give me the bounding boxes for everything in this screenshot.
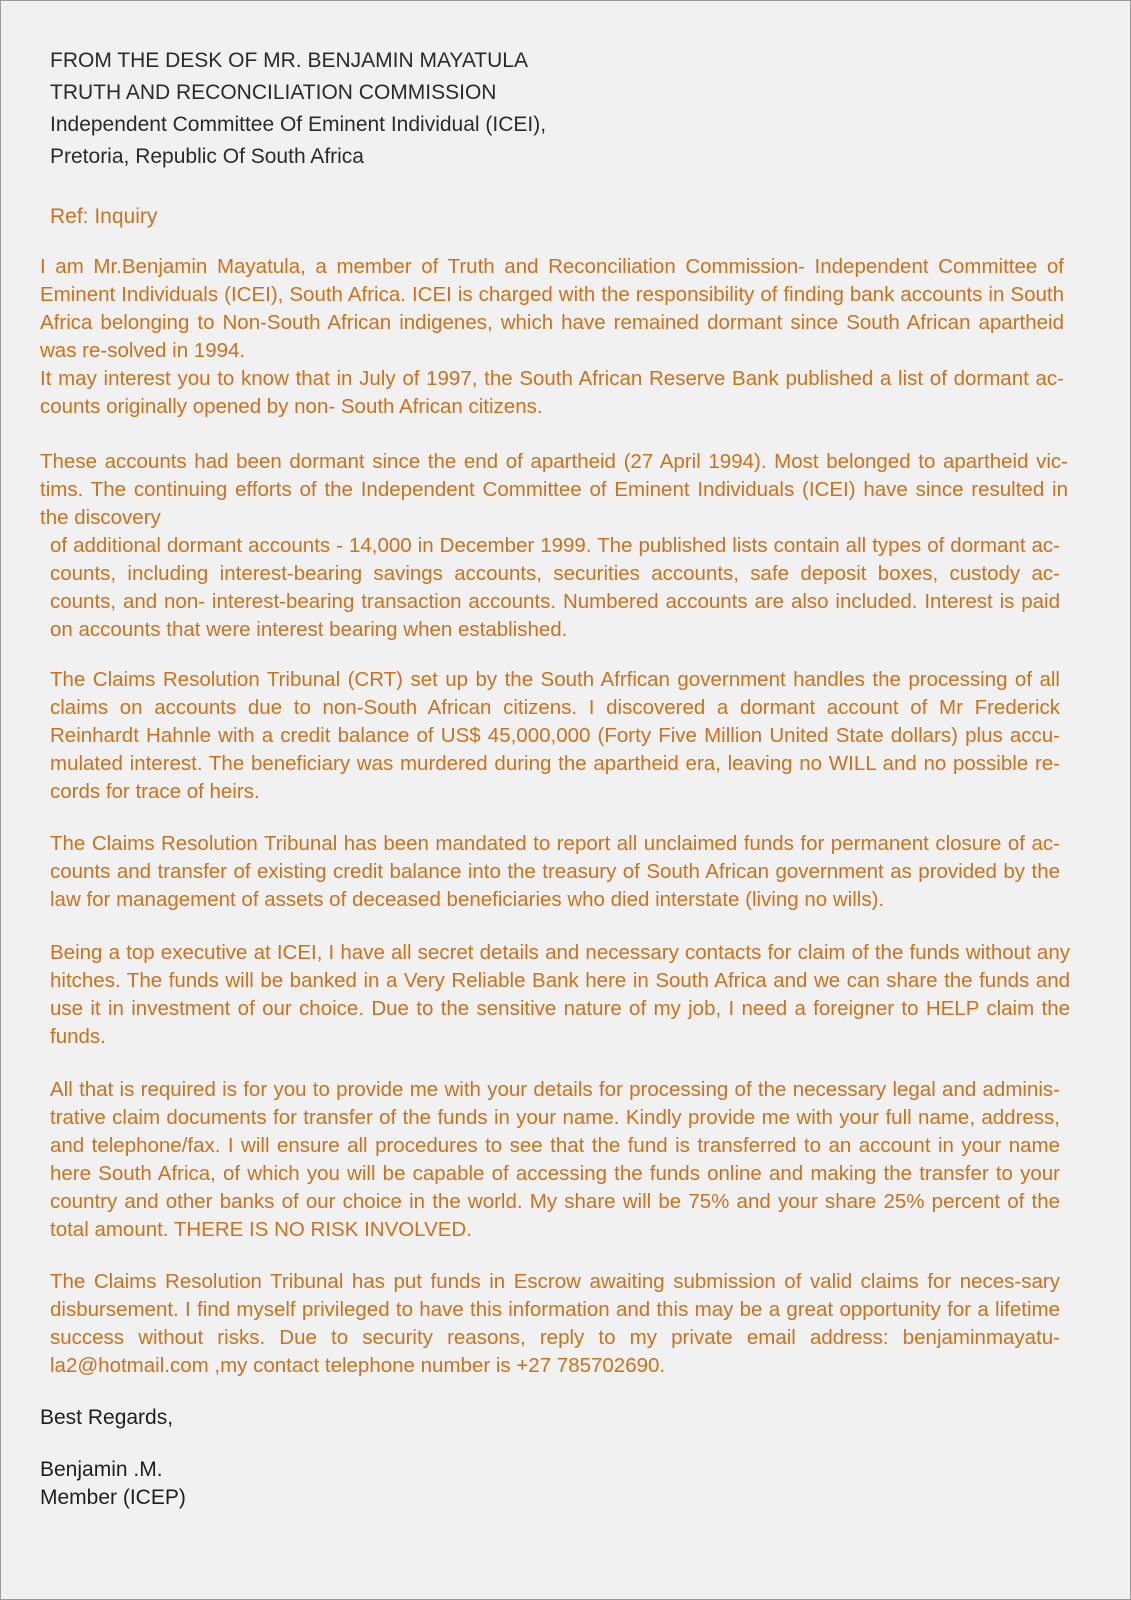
paragraph-additional-accounts: of additional dormant accounts - 14,000 in December 1999. The published lists contain all types of dormant ac-counts, including interest-bearing savings accounts, securities accounts, safe deposit boxes, custody ac-counts, and non- interest-bearing transaction accounts. Numbered accounts are also included. Interest is paid on accounts that were interest bearing when established. <box>50 534 1060 641</box>
letterhead-line-4: Pretoria, Republic Of South Africa <box>50 145 364 168</box>
letterhead-line-2: TRUTH AND RECONCILIATION COMMISSION <box>50 81 497 104</box>
signature-title: Member (ICEP) <box>40 1486 186 1509</box>
paragraph-intro-text: I am Mr.Benjamin Mayatula, a member of Truth and Reconciliation Commission- Independent Committee of Eminent Individuals (ICEI), South Africa. ICEI is charged with the responsibility of finding bank accounts in South Africa belonging to Non-South African indigenes, which have remained dormant since South African apartheid was re-solved in 1994. <box>40 255 1064 362</box>
letterhead-line-3: Independent Committee Of Eminent Individual (ICEI), <box>50 113 547 136</box>
closing-regards: Best Regards, <box>40 1406 174 1429</box>
signature-name: Benjamin .M. <box>40 1458 163 1481</box>
paragraph-unclaimed-funds: The Claims Resolution Tribunal has been mandated to report all unclaimed funds for permanent closure of ac-counts and transfer of existing credit balance into the treasury of South African government as provided by the law for management of assets of deceased beneficiaries who died interstate (living no wills). <box>50 832 1060 911</box>
letterhead-line-1: FROM THE DESK OF MR. BENJAMIN MAYATULA <box>50 49 528 72</box>
paragraph-claims-tribunal: The Claims Resolution Tribunal (CRT) set up by the South Afrfican government handles the processing of all claims on accounts due to non-South African citizens. I discovered a dormant account of Mr Frederick Reinhardt Hahnle with a credit balance of US$ 45,000,000 (Forty Five Million United State dollars) plus accu-mulated interest. The beneficiary was murdered during the apartheid era, leaving no WILL and no possible re-cords for trace of heirs. <box>50 668 1060 803</box>
paragraph-escrow: The Claims Resolution Tribunal has put funds in Escrow awaiting submission of valid claims for neces-sary disbursement. I find myself privileged to have this information and this may be a great opportunity for a lifetime success without risks. Due to security reasons, reply to my private email address: benjaminmayatu-la2@hotmail.com ,my contact telephone number is +27 785702690. <box>50 1270 1060 1377</box>
reference-line: Ref: Inquiry <box>50 205 158 228</box>
paragraph-dormant-accounts: These accounts had been dormant since the end of apartheid (27 April 1994). Most belonged to apartheid vic-tims. The continuing efforts of the Independent Committee of Eminent Individuals (ICEI) have since resulted in the discovery <box>40 450 1068 529</box>
paragraph-intro-continued: It may interest you to know that in July of 1997, the South African Reserve Bank published a list of dormant ac-counts originally opened by non- South African citizens. <box>40 367 1064 418</box>
paragraph-requirements: All that is required is for you to provide me with your details for processing of the necessary legal and adminis-trative claim documents for transfer of the funds in your name. Kindly provide me with your full name, address, and telephone/fax. I will ensure all procedures to see that the fund is transferred to an account in your name here South Africa, of which you will be capable of accessing the funds online and making the transfer to your country and other banks of our choice in the world. My share will be 75% and your share 25% percent of the total amount. THERE IS NO RISK INVOLVED. <box>50 1078 1060 1241</box>
letterhead <box>50 45 950 173</box>
paragraph-intro <box>40 253 1064 421</box>
paragraph-executive: Being a top executive at ICEI, I have all secret details and necessary contacts for claim of the funds without any hitches. The funds will be banked in a Very Reliable Bank here in South Africa and we can share the funds and use it in investment of our choice. Due to the sensitive nature of my job, I need a foreigner to HELP claim the funds. <box>50 941 1070 1048</box>
